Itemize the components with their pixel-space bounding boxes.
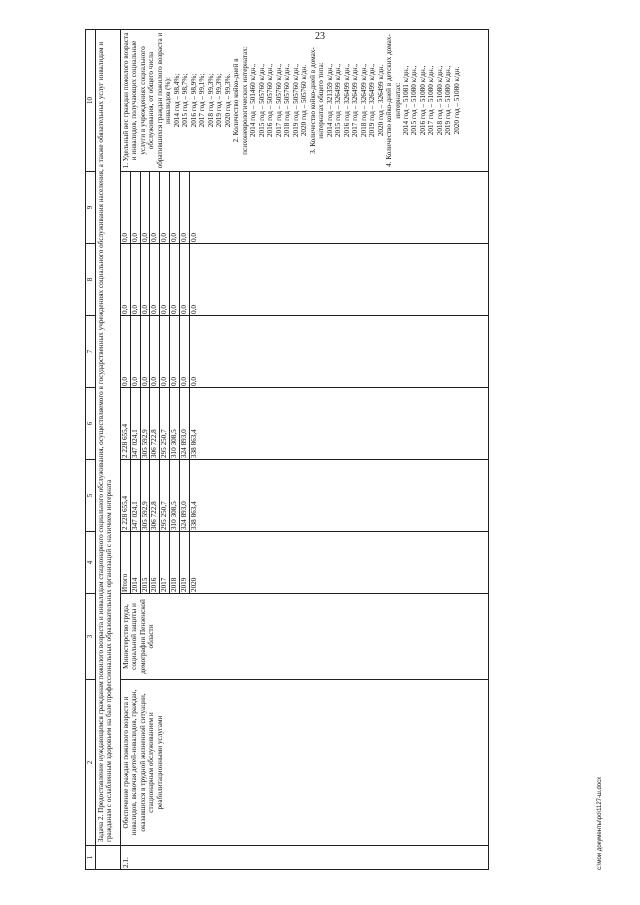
amount-cell: 2 228 655,4	[121, 460, 131, 532]
indicator-line: 3. Количество койко-дней в домах-интернатах общего типа:	[308, 47, 326, 154]
amount-cell: 0,0	[130, 244, 140, 316]
amount-cell: 0,0	[189, 172, 198, 244]
amount-cell: 0,0	[189, 316, 198, 388]
indicator-line: 2016 год – 98,9%;	[189, 73, 198, 128]
indicator-line: 2019 год – 51080 к/дн.,	[444, 65, 453, 136]
amount-cell: 0,0	[169, 244, 179, 316]
indicator-line: 2019 год – 505760 к/дн.,	[291, 63, 300, 138]
rotated-page	[85, 30, 603, 870]
year-cell: Итого	[121, 532, 131, 594]
row-description: Обеспечение граждан пожилого возраста и инвалидов, включая детей-инвалидов, граждан, оказавшихся в трудной жизненной ситуации, стационарным обслуживанием и реабилитационными услугами	[121, 680, 489, 846]
indicator-line: 2018 год – 505760 к/дн.,	[283, 63, 292, 138]
file-path: c:\мои документы\ро\1127-ш.docx	[596, 776, 603, 870]
year-cell: 2014	[130, 532, 140, 594]
col-2: 2	[86, 680, 96, 846]
amount-cell: 324 893,0	[179, 460, 189, 532]
amount-cell: 0,0	[140, 172, 150, 244]
amount-cell: 0,0	[140, 244, 150, 316]
indicator-line: 2020 год – 51080 к/дн.	[452, 66, 461, 135]
amount-cell: 0,0	[121, 244, 131, 316]
year-cell: 2017	[160, 532, 170, 594]
indicator-line: 2018 год – 326499 к/дн.,	[359, 63, 368, 138]
amount-cell: 310 308,5	[169, 388, 179, 460]
indicator-line: 2015 год – 98,7%;	[181, 73, 190, 128]
indicator-line: 2. Количество койко-дней в психоневрологических интернатах:	[232, 46, 249, 155]
col-1: 1	[86, 846, 96, 870]
indicator-line: 2018 год – 99,3%;	[206, 73, 215, 128]
amount-cell: 0,0	[179, 172, 189, 244]
year-cell: 2018	[169, 532, 179, 594]
amount-cell: 295 250,7	[160, 388, 170, 460]
indicator-line: 2017 год – 51080 к/дн.,	[427, 65, 436, 136]
amount-cell: 0,0	[179, 244, 189, 316]
indicator-line: 2017 год – 505760 к/дн.,	[274, 63, 283, 138]
table-row	[121, 30, 131, 870]
amount-cell: 347 024,1	[130, 388, 140, 460]
indicator-line: 2015 год – 51080 к/дн.,	[410, 65, 419, 136]
amount-cell: 0,0	[140, 316, 150, 388]
year-cell: 2019	[179, 532, 189, 594]
indicator-line: 2015 год – 326499 к/дн.,	[334, 63, 343, 138]
amount-cell: 338 863,4	[189, 388, 198, 460]
indicator-line: 2015 год – 505760 к/дн.,	[257, 63, 266, 138]
amount-cell: 0,0	[130, 316, 140, 388]
amount-cell: 305 592,9	[140, 388, 150, 460]
indicator-line: 1. Удельный вес граждан пожилого возраста и инвалидов, получающих социальные услуги в учреждениях социального обслуживания, от общего числа обратившихся граждан пожилого возраста и инвалидов (%):	[122, 32, 173, 169]
indicator-line: 2019 год – 326499 к/дн.,	[368, 63, 377, 138]
amount-cell: 0,0	[179, 316, 189, 388]
indicator-line: 2017 год – 99,1%;	[198, 73, 207, 128]
indicator-line: 2016 год – 326499 к/дн.,	[342, 63, 351, 138]
indicator-line: 2014 год – 321359 к/дн.,	[325, 63, 334, 138]
col-7: 7	[86, 316, 96, 388]
col-5: 5	[86, 460, 96, 532]
amount-cell: 0,0	[150, 316, 160, 388]
col-4: 4	[86, 532, 96, 594]
amount-cell: 0,0	[150, 172, 160, 244]
indicators-list	[122, 31, 461, 170]
amount-cell: 0,0	[160, 244, 170, 316]
amount-cell: 306 722,8	[150, 460, 160, 532]
indicator-line: 2018 год – 51080 к/дн.,	[435, 65, 444, 136]
amount-cell: 0,0	[130, 172, 140, 244]
col-8: 8	[86, 244, 96, 316]
amount-cell: 338 863,4	[189, 460, 198, 532]
year-cell: 2015	[140, 532, 150, 594]
amount-cell: 310 308,5	[169, 460, 179, 532]
amount-cell: 295 250,7	[160, 460, 170, 532]
indicator-line: 2020 год – 505760 к/дн.	[300, 64, 309, 137]
amount-cell: 0,0	[169, 172, 179, 244]
col-10: 10	[86, 30, 96, 172]
amount-cell: 2 228 655,4	[121, 388, 131, 460]
amount-cell: 347 024,1	[130, 460, 140, 532]
amount-cell: 0,0	[150, 244, 160, 316]
indicators-cell	[121, 30, 489, 172]
indicator-line: 2014 год – 51081 к/дн.,	[401, 65, 410, 136]
amount-cell: 306 722,8	[150, 388, 160, 460]
row-executor: Министерство труда, социальной защиты и демографии Пензенской области	[121, 594, 489, 680]
indicator-line: 2017 год – 326499 к/дн.,	[351, 63, 360, 138]
indicator-line: 2016 год – 51080 к/дн.,	[418, 65, 427, 136]
row-number: 2.1.	[121, 846, 489, 870]
amount-cell: 0,0	[160, 172, 170, 244]
amount-cell: 305 592,9	[140, 460, 150, 532]
indicator-line: 2016 год – 505760 к/дн.,	[266, 63, 275, 138]
indicator-line: 4. Количество койко-дней в детских домах-интернатах:	[385, 34, 402, 167]
col-9: 9	[86, 172, 96, 244]
col-6: 6	[86, 388, 96, 460]
amount-cell: 0,0	[121, 172, 131, 244]
page-number: 23	[315, 31, 325, 42]
amount-cell: 0,0	[169, 316, 179, 388]
amount-cell: 0,0	[121, 316, 131, 388]
col-3: 3	[86, 594, 96, 680]
indicator-line: 2020 год – 326499 к/дн.	[376, 64, 385, 137]
amount-cell: 0,0	[189, 244, 198, 316]
year-cell: 2020	[189, 532, 198, 594]
year-cell: 2016	[150, 532, 160, 594]
indicator-line: 2020 год – 99,3%.	[223, 73, 232, 128]
column-number-row	[86, 30, 96, 870]
task-title: Задача 2. Предоставление нуждающимся гражданам пожилого возраста и инвалидам стационарного социального обслуживания, осуществляемого в государственных учреждениях социального обслуживания населения, а также обязательных услуг инвалидам и гражданам с ослабленным здоровьем на базе профессиональных образовательных организаций с наличием интерната	[96, 30, 121, 846]
program-table	[85, 29, 489, 870]
amount-cell: 324 893,0	[179, 388, 189, 460]
indicator-line: 2014 год – 501460 к/дн.,	[249, 63, 258, 138]
indicator-line: 2014 год – 98,4%;	[172, 73, 181, 128]
task-row	[96, 30, 121, 870]
amount-cell: 0,0	[160, 316, 170, 388]
indicator-line: 2019 год – 99,3%;	[215, 73, 224, 128]
